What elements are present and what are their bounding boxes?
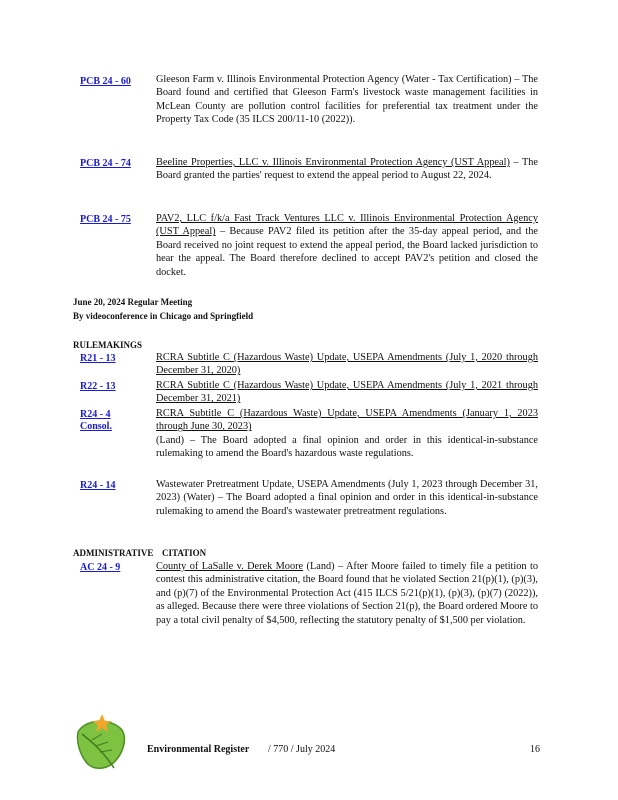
entry-body: (Land) – The Board adopted a final opinion and order in this identical-in-substance rulemaking to amend the Board's hazardous waste regulations. — [156, 434, 538, 460]
entry-title: Gleeson Farm v. Illinois Environmental Protection Agency (Water - Tax Certification) — [156, 74, 512, 85]
entry-body: – The Board found and certified that Gleeson Farm's livestock waste management facilities in McLean County are pollution control facilities for preferential tax treatment under the Property Tax Code (35 ILCS 200/11-10 (2022)). — [156, 74, 538, 126]
entry-title: County of LaSalle v. Derek Moore — [156, 561, 304, 572]
entry-pcb-24-60 — [156, 73, 538, 127]
meeting-location-line: By videoconference in Chicago and Springfield — [73, 311, 254, 321]
entry-title: PAV2, LLC f/k/a Fast Track Ventures LLC v. Illinois Environmental Protection Agency (UST Appeal) — [156, 213, 538, 238]
case-link-ac-24-9[interactable]: AC 24 - 9 — [80, 562, 121, 573]
case-link-pcb-24-60[interactable]: PCB 24 - 60 — [80, 76, 131, 87]
case-link-r24-14[interactable]: R24 - 14 — [80, 480, 116, 491]
case-link-pcb-24-75[interactable]: PCB 24 - 75 — [80, 214, 131, 225]
entry-body: (Water) – The Board adopted a final opinion and order in this identical-in-substance rulemaking to amend the Board's wastewater pretreatment regulations. — [156, 492, 538, 517]
entry-body: (Land) – After Moore failed to timely file a petition to contest this administrative citation, the Board found that he violated Section 21(p)(1), (p)(3), and (p)(7) of the Environmental Protection Act (415 ILCS 5/21(p)(1), (p)(3), (p)(7) (2022)), as alleged. Because there were three violations of Section 21(p), the Board ordered Moore to pay a total civil penalty of $4,500, reflecting the statutory penalty of $1,500 per violation. — [156, 561, 538, 626]
entry-title: RCRA Subtitle C (Hazardous Waste) Update, USEPA Amendments (July 1, 2021 through December 31, 2021) — [156, 380, 538, 405]
rulemakings-heading: RULEMAKINGS — [73, 340, 143, 350]
case-link-r24-4-consol[interactable]: Consol. — [80, 421, 112, 432]
admin-citation-heading-right: CITATION — [162, 548, 207, 558]
entry-body: – Because PAV2 filed its petition after the 35-day appeal period, and the Board received no joint request to extend the appeal period, the Board lacked jurisdiction to hear the appeal. The Board therefore declined to accept PAV2's petition and closed the docket. — [156, 226, 538, 278]
meeting-date-line: June 20, 2024 Regular Meeting — [73, 297, 193, 307]
case-link-r24-4[interactable]: R24 - 4 — [80, 409, 111, 420]
entry-pcb-24-75 — [156, 212, 538, 279]
entry-r24-4 — [156, 407, 538, 461]
entry-title: Beeline Properties, LLC v. Illinois Environmental Protection Agency (UST Appeal) — [156, 157, 510, 168]
footer-page-number: 16 — [530, 744, 540, 755]
entry-r22-13 — [156, 379, 538, 406]
entry-title: Wastewater Pretreatment Update, USEPA Amendments (July 1, 2023 through December 31, 2023) — [156, 479, 538, 504]
case-link-r22-13[interactable]: R22 - 13 — [80, 381, 116, 392]
case-link-pcb-24-74[interactable]: PCB 24 - 74 — [80, 158, 131, 169]
entry-title: RCRA Subtitle C (Hazardous Waste) Update, USEPA Amendments (July 1, 2020 through December 31, 2020) — [156, 352, 538, 377]
case-link-r21-13[interactable]: R21 - 13 — [80, 353, 116, 364]
entry-pcb-24-74 — [156, 156, 538, 183]
leaf-logo — [72, 712, 134, 772]
entry-r21-13 — [156, 351, 538, 378]
entry-body: – The Board granted the parties' request to extend the appeal period to August 22, 2024. — [156, 157, 538, 182]
footer-issue: / 770 / July 2024 — [268, 744, 336, 755]
entry-r24-14 — [156, 478, 538, 518]
admin-citation-heading-left: ADMINISTRATIVE — [73, 548, 154, 558]
entry-title: RCRA Subtitle C (Hazardous Waste) Update, USEPA Amendments (January 1, 2023 through June 30, 2023) — [156, 408, 538, 433]
footer-publication: Environmental Register — [147, 744, 250, 755]
entry-ac-24-9 — [156, 560, 538, 627]
